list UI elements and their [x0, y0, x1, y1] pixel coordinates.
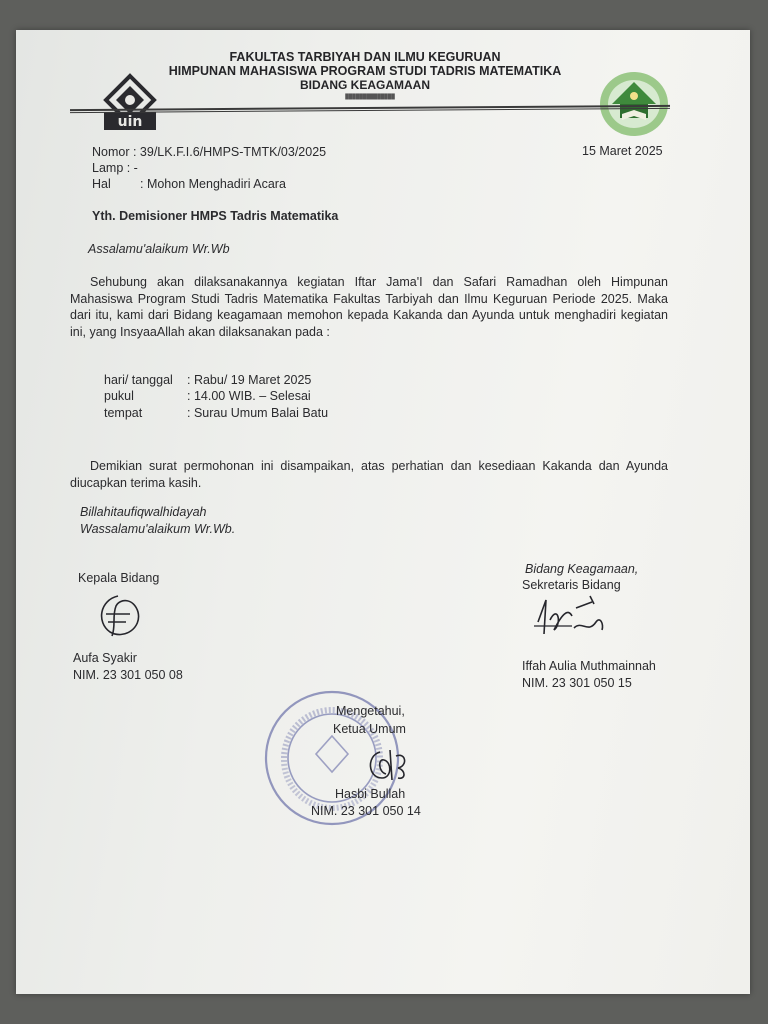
- event-value-time: : 14.00 WIB. – Selesai: [187, 389, 311, 403]
- letter-date: 15 Maret 2025: [582, 144, 663, 158]
- letterhead-line3: BIDANG KEAGAMAAN: [300, 78, 430, 92]
- letterhead-line1: FAKULTAS TARBIYAH DAN ILMU KEGURUAN: [229, 50, 501, 64]
- center-signer-name: Hasbi Bullah: [335, 787, 406, 801]
- right-handwritten-signature: [532, 594, 612, 642]
- letterhead-line2: HIMPUNAN MAHASISWA PROGRAM STUDI TADRIS MATEMATIKA: [168, 64, 562, 78]
- left-signer-name: Aufa Syakir: [73, 651, 137, 665]
- right-signer-name: Iffah Aulia Muthmainnah: [522, 659, 656, 673]
- right-signer-nim: NIM. 23 301 050 15: [522, 676, 632, 690]
- body-paragraph-2: Demikian surat permohonan ini disampaikan, atas perhatian dan kesediaan Kakanda dan Ayunda diucapkan terima kasih.: [70, 459, 668, 490]
- closing-line-2: Wassalamu'alaikum Wr.Wb.: [80, 522, 236, 536]
- event-label-place: tempat: [104, 406, 143, 420]
- letter-recipient: Yth. Demisioner HMPS Tadris Matematika: [92, 209, 339, 223]
- letter-lamp: Lamp : -: [92, 161, 138, 175]
- left-handwritten-signature: [90, 592, 150, 642]
- body-paragraph-1: Sehubung akan dilaksanakannya kegiatan Iftar Jama'I dan Safari Ramadhan oleh Himpunan Mahasiswa Program Studi Tadris Matematika Fakultas Tarbiyah dan Ilmu Keguruan Periode 2025. Maka dari itu, kami dari Bidang keagamaan memohon kepada Kakanda dan Ayunda untuk menghadiri kegiatan ini, yang InsyaaAllah akan dilaksanakan pada :: [70, 275, 668, 339]
- right-signer-title-1: Bidang Keagamaan,: [525, 562, 639, 576]
- center-signer-title-1: Mengetahui,: [336, 704, 405, 718]
- right-signer-title-2: Sekretaris Bidang: [522, 578, 621, 592]
- letterhead-address-smudge: ██████████████: [345, 94, 395, 100]
- letter-hal-label: Hal: [92, 177, 111, 191]
- letter-hal-value: : Mohon Menghadiri Acara: [140, 177, 286, 191]
- closing-line-1: Billahitaufiqwalhidayah: [80, 505, 207, 519]
- svg-text:uin: uin: [117, 114, 143, 130]
- letter-number: Nomor : 39/LK.F.I.6/HMPS-TMTK/03/2025: [92, 145, 327, 159]
- letter-greeting: Assalamu'alaikum Wr.Wb: [88, 242, 230, 256]
- center-signer-title-2: Ketua Umum: [333, 722, 406, 736]
- center-handwritten-signature: [362, 744, 412, 784]
- event-value-place: : Surau Umum Balai Batu: [187, 406, 329, 420]
- left-signer-nim: NIM. 23 301 050 08: [73, 668, 183, 682]
- center-signer-nim: NIM. 23 301 050 14: [311, 804, 421, 818]
- event-value-day: : Rabu/ 19 Maret 2025: [187, 373, 312, 387]
- event-label-day: hari/ tanggal: [104, 373, 173, 387]
- left-signer-title: Kepala Bidang: [78, 571, 160, 585]
- event-label-time: pukul: [104, 389, 134, 403]
